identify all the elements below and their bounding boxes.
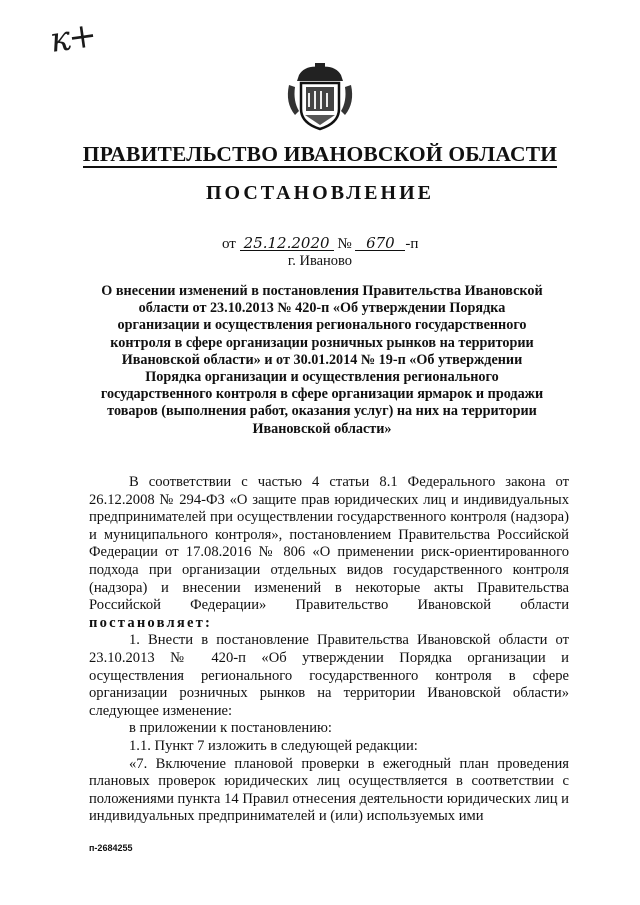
footer-code: п-2684255 — [89, 843, 133, 853]
document-number: 670 — [355, 236, 405, 251]
paragraph-preamble — [89, 474, 569, 632]
government-title-text: ПРАВИТЕЛЬСТВО ИВАНОВСКОЙ ОБЛАСТИ — [82, 142, 558, 166]
document-type: ПОСТАНОВЛЕНИЕ — [206, 182, 434, 204]
coat-of-arms-icon — [285, 63, 355, 131]
number-label: № — [337, 236, 352, 252]
document-subject: О внесении изменений в постановления Правительства Ивановской области от 23.10.2013 № 420-п «Об утверждении Порядка организации и осуществления регионального государственного контроля в сфере организации розничных рынков на территории Ивановской области» и от 30.01.2014 № 19-п «Об утверждении Порядка организации и осуществления регионального государственного контроля в сфере организации ярмарок и продажи товаров (выполнения работ, оказания услуг) на них на территории Ивановской области» — [100, 283, 544, 437]
preamble-text: В соответствии с частью 4 статьи 8.1 Федерального закона от 26.12.2008 № 294-ФЗ «О защите прав юридических лиц и индивидуальных предпринимателей при осуществлении государственного контроля (надзора) и муниципального контроля», постановлением Правительства Российской Федерации от 17.08.2016 № 806 «О применении риск-ориентированного подхода при организации отдельных видов государственного контроля (надзора) и внесении изменений в некоторые акты Правительства Российской Федерации» Правительство Ивановской области — [89, 474, 569, 614]
government-title — [0, 142, 640, 167]
date-number-line — [222, 236, 418, 253]
city: г. Иваново — [287, 253, 353, 269]
document-body — [89, 474, 569, 826]
number-suffix: -п — [405, 236, 419, 252]
date-prefix: от — [222, 236, 236, 252]
decree-word: постановляет: — [89, 614, 213, 631]
handwritten-mark: к+ — [47, 15, 98, 61]
paragraph-annex: в приложении к постановлению: — [129, 720, 332, 737]
paragraph-item-1: 1. Внести в постановление Правительства Ивановской области от 23.10.2013 № 420-п «Об утверждении Порядка организации и осуществления регионального государственного контроля в сфере организации розничных рынков на территории Ивановской области» следующее изменение: — [89, 632, 569, 719]
paragraph-item-7: «7. Включение плановой проверки в ежегодный план проведения плановых проверок юридических лиц осуществляется в соответствии с положениями пункта 14 Правил отнесения деятельности юридических лиц и индивидуальных предпринимателей и (или) используемых ими — [89, 755, 569, 825]
document-date: 25.12.2020 — [240, 236, 334, 251]
paragraph-item-1-1: 1.1. Пункт 7 изложить в следующей редакции: — [129, 737, 418, 754]
